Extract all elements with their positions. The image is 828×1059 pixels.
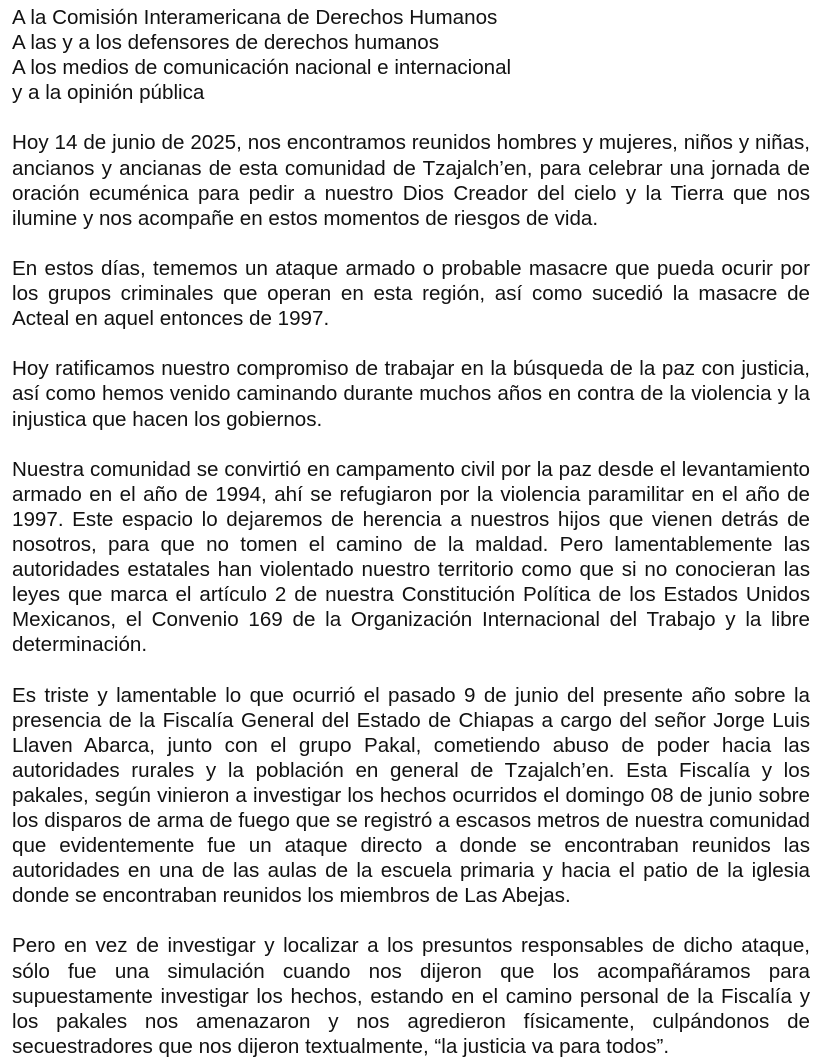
addressee-line: A las y a los defensores de derechos humanos bbox=[12, 31, 440, 55]
paragraph-community-history: Nuestra comunidad se convirtió en campamento civil por la paz desde el levantamiento armado en el año de 1994, ahí se refugiaron por la violencia paramilitar en el año de 1997. Este espacio lo dejaremos de herencia a nuestros hijos que vienen detrás de nosotros, para que no tomen el camino de la maldad. Pero lamentablemente las autoridades estatales han violentado nuestro territorio como que si no conocieran las leyes que marca el artículo 2 de nuestra Constitución Política de los Estados Unidos Mexicanos, el Convenio 169 de la Organización Internacional del Trabajo y la libre determinación. bbox=[12, 457, 810, 657]
letter-body bbox=[12, 5, 810, 1059]
addressee-line: A la Comisión Interamericana de Derechos Humanos bbox=[12, 6, 498, 29]
paragraph-fear-of-attack: En estos días, tememos un ataque armado o probable masacre que pueda ocurir por los grupos criminales que operan en esta región, así como sucedió la masacre de Acteal en aquel entonces de 1997. bbox=[12, 256, 810, 331]
paragraph-fiscalia-presence: Es triste y lamentable lo que ocurrió el pasado 9 de junio del presente año sobre la presencia de la Fiscalía General del Estado de Chiapas a cargo del señor Jorge Luis Llaven Abarca, junto con el grupo Pakal, cometiendo abuso de poder hacia las autoridades rurales y la población en general de Tzajalch’en. Esta Fiscalía y los pakales, según vinieron a investigar los hechos ocurridos el domingo 08 de junio sobre los disparos de arma de fuego que se registró a escasos metros de nuestra comunidad que evidentemente fue un ataque directo a donde se encontraban reunidos las autoridades en una de las aulas de la escuela primaria y hacia el patio de la iglesia donde se encontraban reunidos los miembros de Las Abejas. bbox=[12, 683, 810, 908]
paragraph-commitment-to-peace: Hoy ratificamos nuestro compromiso de trabajar en la búsqueda de la paz con justicia, así como hemos venido caminando durante muchos años en contra de la violencia y la injustica que hacen los gobiernos. bbox=[12, 357, 810, 431]
paragraph-prayer-gathering: Hoy 14 de junio de 2025, nos encontramos reunidos hombres y mujeres, niños y niñas, ancianos y ancianas de esta comunidad de Tzajalch’en, para celebrar una jornada de oración ecuménica para pedir a nuestro Dios Creador del cielo y la Tierra que nos ilumine y nos acompañe en estos momentos de riesgos de vida. bbox=[12, 131, 810, 230]
addressee-line: A los medios de comunicación nacional e internacional bbox=[12, 56, 512, 80]
addressee-block bbox=[12, 5, 810, 105]
addressee-line: y a la opinión pública bbox=[12, 81, 205, 105]
paragraph-simulated-investigation: Pero en vez de investigar y localizar a los presuntos responsables de dicho ataque, sólo fue una simulación cuando nos dijeron que los acompañáramos para supuestamente investigar los hechos, estando en el camino personal de la Fiscalía y los pakales nos amenazaron y nos agredieron físicamente, culpándonos de secuestradores que nos dijeron textualmente, “la justicia va para todos”. bbox=[12, 934, 810, 1058]
